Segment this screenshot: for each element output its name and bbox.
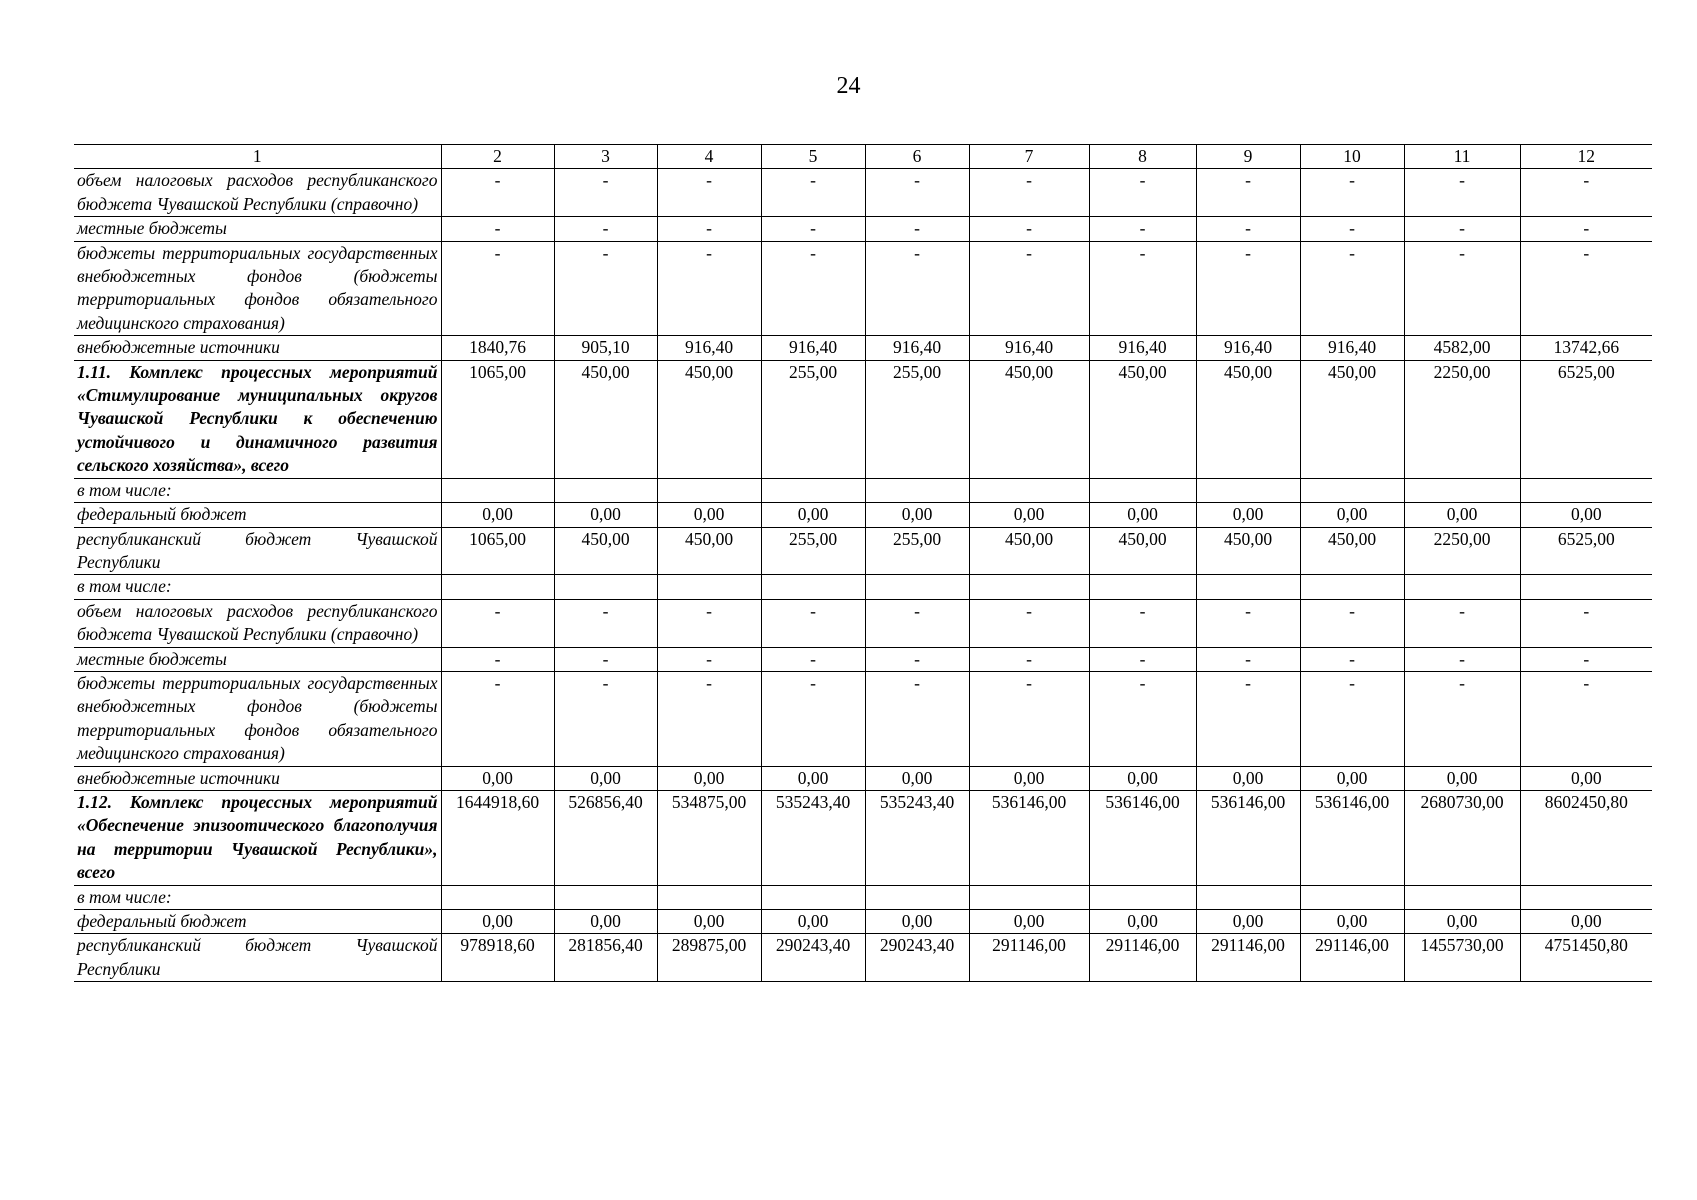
- value-cell: -: [554, 599, 657, 647]
- value-cell: -: [441, 217, 554, 241]
- value-cell: -: [657, 217, 761, 241]
- value-cell: 0,00: [1404, 766, 1520, 790]
- value-cell: -: [1520, 217, 1652, 241]
- value-cell: 916,40: [969, 336, 1089, 360]
- value-cell: 0,00: [657, 910, 761, 934]
- table-row: [74, 647, 1652, 671]
- column-number-cell: 4: [657, 145, 761, 169]
- value-cell: -: [1196, 169, 1300, 217]
- value-cell: -: [657, 241, 761, 336]
- value-cell: 0,00: [1520, 503, 1652, 527]
- value-cell: 0,00: [1196, 766, 1300, 790]
- column-number-cell: 8: [1089, 145, 1196, 169]
- value-cell: 6525,00: [1520, 360, 1652, 478]
- value-cell: 0,00: [554, 503, 657, 527]
- value-cell: -: [1300, 599, 1404, 647]
- value-cell: 450,00: [657, 360, 761, 478]
- value-cell: [1196, 478, 1300, 502]
- value-cell: [554, 885, 657, 909]
- value-cell: -: [554, 671, 657, 766]
- value-cell: [1300, 575, 1404, 599]
- value-cell: 2250,00: [1404, 360, 1520, 478]
- column-number-cell: 12: [1520, 145, 1652, 169]
- value-cell: -: [441, 599, 554, 647]
- value-cell: -: [554, 647, 657, 671]
- value-cell: 916,40: [865, 336, 969, 360]
- value-cell: -: [1520, 169, 1652, 217]
- value-cell: -: [1404, 241, 1520, 336]
- row-label: внебюджетные источники: [74, 336, 441, 360]
- value-cell: -: [865, 671, 969, 766]
- value-cell: [1196, 575, 1300, 599]
- value-cell: -: [1404, 217, 1520, 241]
- value-cell: 535243,40: [761, 790, 865, 885]
- value-cell: 0,00: [865, 910, 969, 934]
- value-cell: -: [1196, 671, 1300, 766]
- value-cell: [554, 478, 657, 502]
- row-label: внебюджетные источники: [74, 766, 441, 790]
- column-number-cell: 10: [1300, 145, 1404, 169]
- value-cell: 450,00: [1196, 527, 1300, 575]
- value-cell: 2250,00: [1404, 527, 1520, 575]
- column-number-cell: 9: [1196, 145, 1300, 169]
- table-row: [74, 169, 1652, 217]
- value-cell: -: [865, 169, 969, 217]
- value-cell: -: [969, 217, 1089, 241]
- value-cell: 291146,00: [1300, 934, 1404, 982]
- value-cell: -: [969, 671, 1089, 766]
- value-cell: 0,00: [1300, 503, 1404, 527]
- table-row: [74, 885, 1652, 909]
- value-cell: -: [441, 241, 554, 336]
- value-cell: -: [1300, 217, 1404, 241]
- value-cell: -: [441, 647, 554, 671]
- value-cell: 0,00: [969, 910, 1089, 934]
- value-cell: 8602450,80: [1520, 790, 1652, 885]
- row-label: местные бюджеты: [74, 647, 441, 671]
- value-cell: 450,00: [1089, 360, 1196, 478]
- value-cell: [1089, 885, 1196, 909]
- value-cell: -: [1089, 169, 1196, 217]
- value-cell: 0,00: [1089, 503, 1196, 527]
- value-cell: 1065,00: [441, 360, 554, 478]
- value-cell: [1520, 478, 1652, 502]
- value-cell: -: [1520, 241, 1652, 336]
- value-cell: -: [657, 647, 761, 671]
- value-cell: [657, 478, 761, 502]
- value-cell: 0,00: [1089, 766, 1196, 790]
- value-cell: -: [969, 647, 1089, 671]
- value-cell: 0,00: [554, 766, 657, 790]
- value-cell: 534875,00: [657, 790, 761, 885]
- table-row: [74, 910, 1652, 934]
- page-number: 24: [836, 73, 861, 99]
- row-label: в том числе:: [74, 478, 441, 502]
- value-cell: [554, 575, 657, 599]
- value-cell: 0,00: [865, 503, 969, 527]
- value-cell: [969, 885, 1089, 909]
- value-cell: -: [865, 647, 969, 671]
- value-cell: [1404, 575, 1520, 599]
- row-label: бюджеты территориальных государственных внебюджетных фондов (бюджеты территориальных фондов обязательного медицинского страхования): [74, 241, 441, 336]
- value-cell: [657, 575, 761, 599]
- value-cell: -: [1196, 647, 1300, 671]
- row-label: 1.12. Комплекс процессных мероприятий «Обеспечение эпизоотического благополучия на территории Чувашской Республики», всего: [74, 790, 441, 885]
- value-cell: 0,00: [441, 766, 554, 790]
- table-row: [74, 599, 1652, 647]
- value-cell: [1520, 575, 1652, 599]
- value-cell: [441, 478, 554, 502]
- value-cell: 0,00: [554, 910, 657, 934]
- table-row: [74, 790, 1652, 885]
- value-cell: 536146,00: [1300, 790, 1404, 885]
- value-cell: -: [865, 241, 969, 336]
- budget-table: [74, 144, 1652, 982]
- value-cell: -: [1089, 599, 1196, 647]
- value-cell: [1089, 478, 1196, 502]
- value-cell: [441, 885, 554, 909]
- value-cell: 450,00: [1196, 360, 1300, 478]
- value-cell: 255,00: [761, 527, 865, 575]
- value-cell: [1300, 478, 1404, 502]
- value-cell: 450,00: [554, 360, 657, 478]
- value-cell: [865, 885, 969, 909]
- value-cell: [761, 478, 865, 502]
- table-row: [74, 934, 1652, 982]
- table-row: [74, 217, 1652, 241]
- value-cell: -: [1520, 599, 1652, 647]
- value-cell: 0,00: [1520, 910, 1652, 934]
- value-cell: 289875,00: [657, 934, 761, 982]
- value-cell: 0,00: [969, 503, 1089, 527]
- value-cell: 0,00: [1404, 910, 1520, 934]
- row-label: федеральный бюджет: [74, 503, 441, 527]
- value-cell: [441, 575, 554, 599]
- value-cell: -: [554, 169, 657, 217]
- value-cell: 536146,00: [969, 790, 1089, 885]
- value-cell: 536146,00: [1196, 790, 1300, 885]
- value-cell: 450,00: [1300, 360, 1404, 478]
- value-cell: 450,00: [554, 527, 657, 575]
- value-cell: 916,40: [1300, 336, 1404, 360]
- value-cell: -: [1089, 217, 1196, 241]
- row-label: федеральный бюджет: [74, 910, 441, 934]
- value-cell: 0,00: [761, 910, 865, 934]
- column-number-cell: 5: [761, 145, 865, 169]
- value-cell: 6525,00: [1520, 527, 1652, 575]
- value-cell: 290243,40: [761, 934, 865, 982]
- value-cell: 0,00: [657, 766, 761, 790]
- value-cell: 255,00: [865, 527, 969, 575]
- value-cell: 450,00: [657, 527, 761, 575]
- value-cell: -: [1089, 241, 1196, 336]
- value-cell: 0,00: [865, 766, 969, 790]
- row-label: республиканский бюджет Чувашской Республики: [74, 527, 441, 575]
- value-cell: 450,00: [969, 527, 1089, 575]
- value-cell: [761, 885, 865, 909]
- value-cell: 4751450,80: [1520, 934, 1652, 982]
- value-cell: -: [969, 599, 1089, 647]
- value-cell: -: [761, 599, 865, 647]
- value-cell: 0,00: [1520, 766, 1652, 790]
- value-cell: -: [865, 599, 969, 647]
- value-cell: 0,00: [657, 503, 761, 527]
- table-row: [74, 336, 1652, 360]
- value-cell: 0,00: [1404, 503, 1520, 527]
- value-cell: -: [441, 169, 554, 217]
- value-cell: 916,40: [1196, 336, 1300, 360]
- value-cell: 536146,00: [1089, 790, 1196, 885]
- value-cell: -: [865, 217, 969, 241]
- value-cell: -: [441, 671, 554, 766]
- table-row: [74, 478, 1652, 502]
- table-row: [74, 241, 1652, 336]
- value-cell: -: [1300, 241, 1404, 336]
- value-cell: 916,40: [1089, 336, 1196, 360]
- value-cell: [1089, 575, 1196, 599]
- value-cell: [969, 575, 1089, 599]
- value-cell: -: [1404, 599, 1520, 647]
- value-cell: -: [1300, 169, 1404, 217]
- value-cell: -: [1404, 169, 1520, 217]
- value-cell: 1840,76: [441, 336, 554, 360]
- value-cell: -: [761, 241, 865, 336]
- value-cell: [657, 885, 761, 909]
- value-cell: 1455730,00: [1404, 934, 1520, 982]
- column-number-row: [74, 145, 1652, 169]
- value-cell: 0,00: [1300, 766, 1404, 790]
- value-cell: 450,00: [969, 360, 1089, 478]
- value-cell: -: [1520, 671, 1652, 766]
- value-cell: [1404, 478, 1520, 502]
- value-cell: 0,00: [1300, 910, 1404, 934]
- value-cell: 0,00: [441, 910, 554, 934]
- value-cell: 290243,40: [865, 934, 969, 982]
- value-cell: -: [554, 217, 657, 241]
- value-cell: 291146,00: [1196, 934, 1300, 982]
- table-row: [74, 671, 1652, 766]
- value-cell: -: [657, 169, 761, 217]
- value-cell: 291146,00: [1089, 934, 1196, 982]
- table-row: [74, 503, 1652, 527]
- column-number-cell: 1: [74, 145, 441, 169]
- value-cell: -: [1089, 647, 1196, 671]
- value-cell: [1404, 885, 1520, 909]
- value-cell: 255,00: [865, 360, 969, 478]
- value-cell: [1196, 885, 1300, 909]
- value-cell: 0,00: [761, 503, 865, 527]
- value-cell: 1644918,60: [441, 790, 554, 885]
- value-cell: -: [1404, 647, 1520, 671]
- value-cell: 1065,00: [441, 527, 554, 575]
- value-cell: -: [969, 169, 1089, 217]
- table-row: [74, 766, 1652, 790]
- value-cell: 0,00: [441, 503, 554, 527]
- value-cell: -: [761, 671, 865, 766]
- row-label: местные бюджеты: [74, 217, 441, 241]
- value-cell: 0,00: [1196, 503, 1300, 527]
- value-cell: 450,00: [1300, 527, 1404, 575]
- value-cell: -: [657, 671, 761, 766]
- value-cell: 0,00: [1089, 910, 1196, 934]
- value-cell: 2680730,00: [1404, 790, 1520, 885]
- value-cell: 916,40: [657, 336, 761, 360]
- value-cell: 0,00: [969, 766, 1089, 790]
- value-cell: 0,00: [761, 766, 865, 790]
- value-cell: 978918,60: [441, 934, 554, 982]
- value-cell: -: [1300, 671, 1404, 766]
- column-number-cell: 2: [441, 145, 554, 169]
- value-cell: -: [761, 647, 865, 671]
- value-cell: -: [1196, 217, 1300, 241]
- value-cell: 281856,40: [554, 934, 657, 982]
- value-cell: 0,00: [1196, 910, 1300, 934]
- value-cell: [969, 478, 1089, 502]
- value-cell: 905,10: [554, 336, 657, 360]
- table-row: [74, 360, 1652, 478]
- row-label: объем налоговых расходов республиканского бюджета Чувашской Республики (справочно): [74, 169, 441, 217]
- value-cell: 255,00: [761, 360, 865, 478]
- row-label: 1.11. Комплекс процессных мероприятий «Стимулирование муниципальных округов Чувашской Республики к обеспечению устойчивого и динамичного развития сельского хозяйства», всего: [74, 360, 441, 478]
- value-cell: [1300, 885, 1404, 909]
- value-cell: -: [554, 241, 657, 336]
- column-number-cell: 7: [969, 145, 1089, 169]
- value-cell: -: [761, 169, 865, 217]
- value-cell: 535243,40: [865, 790, 969, 885]
- value-cell: -: [1404, 671, 1520, 766]
- value-cell: -: [1089, 671, 1196, 766]
- table-row: [74, 527, 1652, 575]
- table-row: [74, 575, 1652, 599]
- value-cell: -: [1196, 599, 1300, 647]
- value-cell: 526856,40: [554, 790, 657, 885]
- value-cell: [761, 575, 865, 599]
- value-cell: -: [657, 599, 761, 647]
- value-cell: 916,40: [761, 336, 865, 360]
- column-number-cell: 3: [554, 145, 657, 169]
- row-label: в том числе:: [74, 575, 441, 599]
- row-label: объем налоговых расходов республиканского бюджета Чувашской Республики (справочно): [74, 599, 441, 647]
- value-cell: [865, 575, 969, 599]
- value-cell: 4582,00: [1404, 336, 1520, 360]
- row-label: республиканский бюджет Чувашской Республики: [74, 934, 441, 982]
- column-number-cell: 11: [1404, 145, 1520, 169]
- value-cell: -: [969, 241, 1089, 336]
- value-cell: -: [1300, 647, 1404, 671]
- row-label: бюджеты территориальных государственных внебюджетных фондов (бюджеты территориальных фондов обязательного медицинского страхования): [74, 671, 441, 766]
- value-cell: -: [1196, 241, 1300, 336]
- value-cell: [865, 478, 969, 502]
- value-cell: 13742,66: [1520, 336, 1652, 360]
- value-cell: 450,00: [1089, 527, 1196, 575]
- value-cell: -: [761, 217, 865, 241]
- column-number-cell: 6: [865, 145, 969, 169]
- value-cell: -: [1520, 647, 1652, 671]
- value-cell: [1520, 885, 1652, 909]
- value-cell: 291146,00: [969, 934, 1089, 982]
- row-label: в том числе:: [74, 885, 441, 909]
